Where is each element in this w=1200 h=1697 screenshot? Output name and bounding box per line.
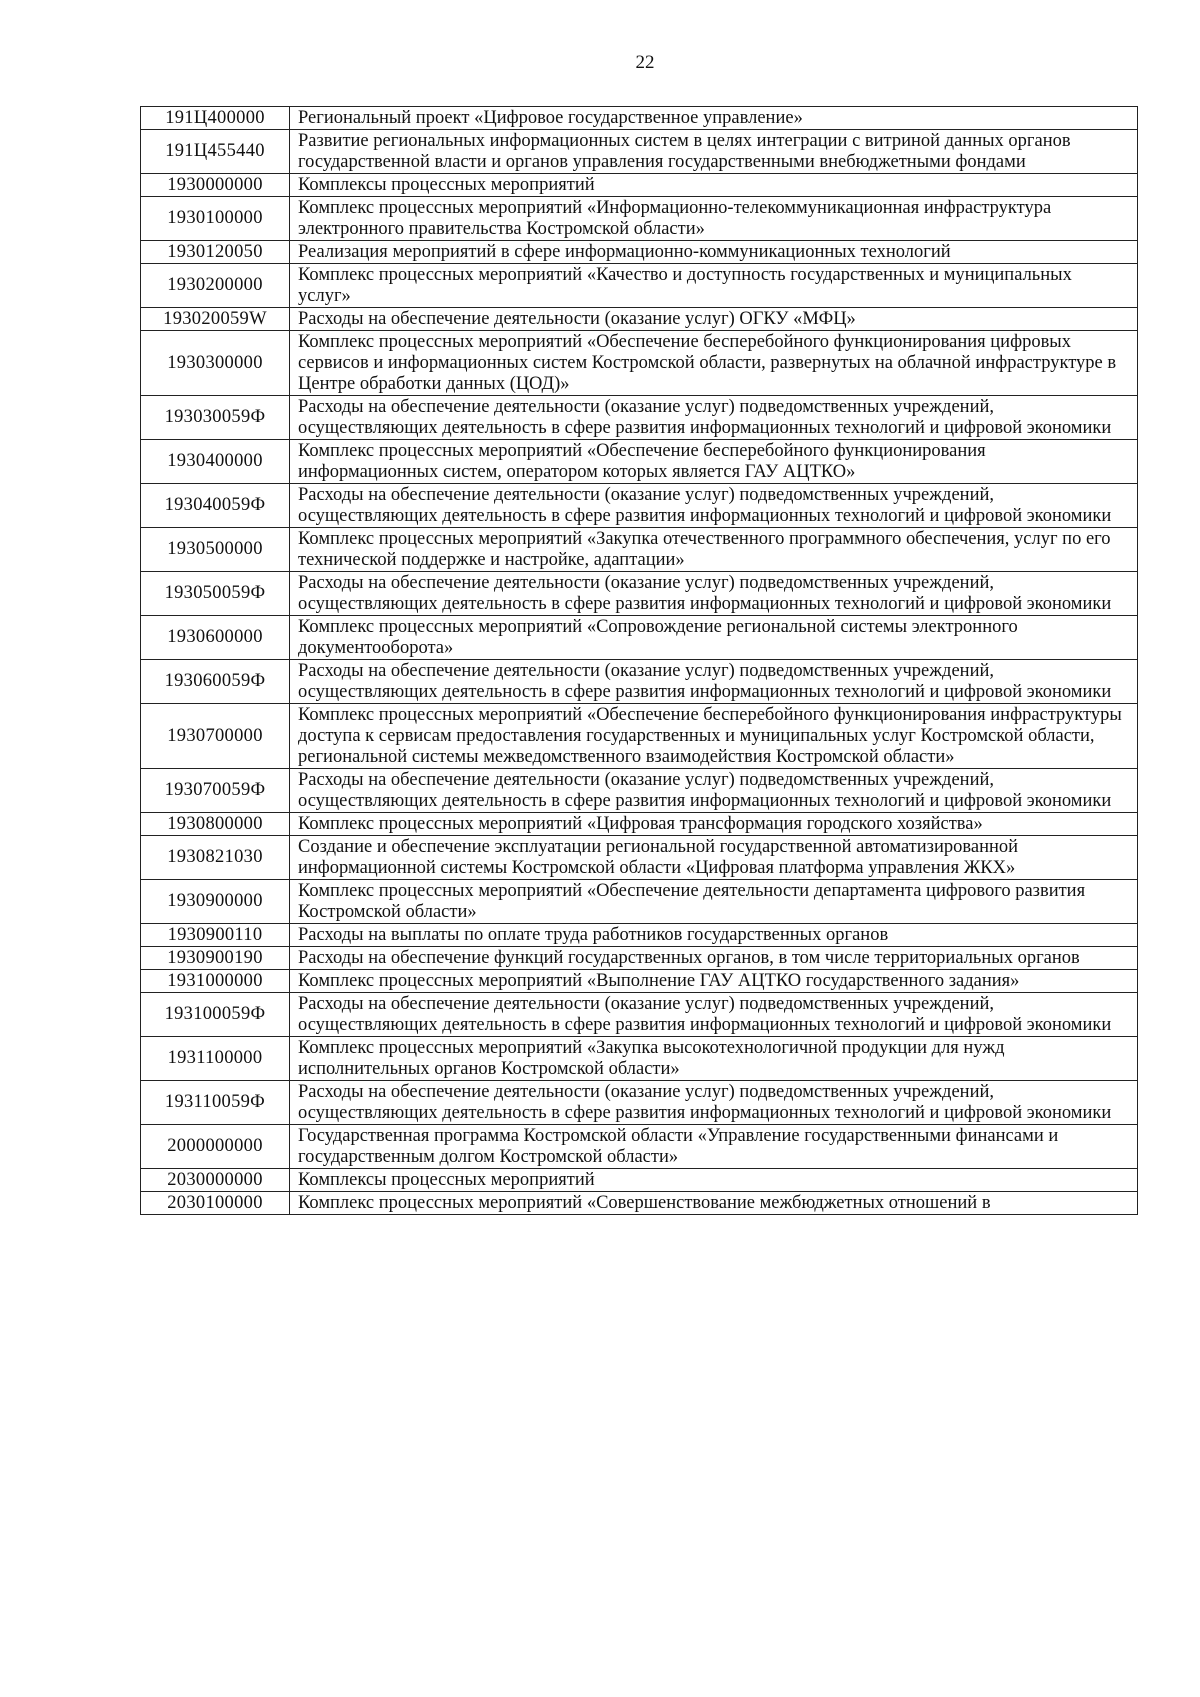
table-row — [141, 107, 1138, 130]
table-row — [141, 396, 1138, 440]
row-code: 193110059Ф — [141, 1081, 290, 1125]
table-row — [141, 308, 1138, 331]
table-row — [141, 331, 1138, 396]
row-name: Расходы на обеспечение функций государственных органов, в том числе территориальных органов — [290, 947, 1138, 970]
table-row — [141, 440, 1138, 484]
row-code: 191Ц400000 — [141, 107, 290, 130]
row-name: Комплекс процессных мероприятий «Обеспечение бесперебойного функционирования цифровых сервисов и информационных систем Костромской области, развернутых на облачной инфраструктуре в Центре обработки данных (ЦОД)» — [290, 331, 1138, 396]
table-row — [141, 993, 1138, 1037]
table-row — [141, 572, 1138, 616]
row-code: 1930120050 — [141, 241, 290, 264]
table-row — [141, 528, 1138, 572]
row-name: Комплекс процессных мероприятий «Закупка отечественного программного обеспечения, услуг по его технической поддержке и настройке, адаптации» — [290, 528, 1138, 572]
row-code: 2030000000 — [141, 1169, 290, 1192]
row-code: 1930900000 — [141, 880, 290, 924]
row-name: Расходы на обеспечение деятельности (оказание услуг) подведомственных учреждений, осуществляющих деятельность в сфере развития информационных технологий и цифровой экономики — [290, 484, 1138, 528]
row-code: 1930300000 — [141, 331, 290, 396]
page-number: 22 — [635, 52, 655, 73]
row-code: 193030059Ф — [141, 396, 290, 440]
table-row — [141, 1125, 1138, 1169]
row-name: Комплексы процессных мероприятий — [290, 1169, 1138, 1192]
row-name: Комплекс процессных мероприятий «Качество и доступность государственных и муниципальных услуг» — [290, 264, 1138, 308]
row-code: 1930821030 — [141, 836, 290, 880]
row-code: 1930200000 — [141, 264, 290, 308]
table-row — [141, 197, 1138, 241]
table-row — [141, 241, 1138, 264]
table-row — [141, 264, 1138, 308]
row-name: Расходы на обеспечение деятельности (оказание услуг) подведомственных учреждений, осуществляющих деятельность в сфере развития информационных технологий и цифровой экономики — [290, 572, 1138, 616]
row-code: 1930400000 — [141, 440, 290, 484]
row-name: Расходы на обеспечение деятельности (оказание услуг) подведомственных учреждений, осуществляющих деятельность в сфере развития информационных технологий и цифровой экономики — [290, 396, 1138, 440]
row-name: Расходы на обеспечение деятельности (оказание услуг) ОГКУ «МФЦ» — [290, 308, 1138, 331]
row-name: Реализация мероприятий в сфере информационно-коммуникационных технологий — [290, 241, 1138, 264]
table-row — [141, 616, 1138, 660]
row-name: Комплекс процессных мероприятий «Обеспечение бесперебойного функционирования информационных систем, оператором которых является ГАУ АЦТКО» — [290, 440, 1138, 484]
row-name: Комплексы процессных мероприятий — [290, 174, 1138, 197]
table-row — [141, 1169, 1138, 1192]
row-name: Комплекс процессных мероприятий «Закупка высокотехнологичной продукции для нужд исполнительных органов Костромской области» — [290, 1037, 1138, 1081]
row-name: Комплекс процессных мероприятий «Обеспечение деятельности департамента цифрового развития Костромской области» — [290, 880, 1138, 924]
table-row — [141, 1081, 1138, 1125]
row-name: Комплекс процессных мероприятий «Информационно-телекоммуникационная инфраструктура электронного правительства Костромской области» — [290, 197, 1138, 241]
row-name: Создание и обеспечение эксплуатации региональной государственной автоматизированной информационной системы Костромской области «Цифровая платформа управления ЖКХ» — [290, 836, 1138, 880]
table-row — [141, 484, 1138, 528]
row-name: Комплекс процессных мероприятий «Цифровая трансформация городского хозяйства» — [290, 813, 1138, 836]
table-row — [141, 947, 1138, 970]
table-row — [141, 660, 1138, 704]
row-name: Расходы на обеспечение деятельности (оказание услуг) подведомственных учреждений, осуществляющих деятельность в сфере развития информационных технологий и цифровой экономики — [290, 1081, 1138, 1125]
row-code: 1931000000 — [141, 970, 290, 993]
row-code: 1930900110 — [141, 924, 290, 947]
row-code: 1930700000 — [141, 704, 290, 769]
row-name: Региональный проект «Цифровое государственное управление» — [290, 107, 1138, 130]
row-code: 1930600000 — [141, 616, 290, 660]
row-name: Комплекс процессных мероприятий «Сопровождение региональной системы электронного документооборота» — [290, 616, 1138, 660]
row-code: 193060059Ф — [141, 660, 290, 704]
row-name: Расходы на обеспечение деятельности (оказание услуг) подведомственных учреждений, осуществляющих деятельность в сфере развития информационных технологий и цифровой экономики — [290, 660, 1138, 704]
table-row — [141, 924, 1138, 947]
table-row — [141, 1037, 1138, 1081]
row-code: 1931100000 — [141, 1037, 290, 1081]
table-row — [141, 880, 1138, 924]
row-code: 1930500000 — [141, 528, 290, 572]
row-code: 193040059Ф — [141, 484, 290, 528]
row-code: 1930800000 — [141, 813, 290, 836]
row-code: 1930900190 — [141, 947, 290, 970]
table-row — [141, 130, 1138, 174]
row-name: Комплекс процессных мероприятий «Совершенствование межбюджетных отношений в — [290, 1192, 1138, 1215]
table-row — [141, 174, 1138, 197]
row-code: 193020059W — [141, 308, 290, 331]
row-code: 193100059Ф — [141, 993, 290, 1037]
table-row — [141, 1192, 1138, 1215]
row-code: 191Ц455440 — [141, 130, 290, 174]
table-row — [141, 769, 1138, 813]
row-code: 2030100000 — [141, 1192, 290, 1215]
row-name: Развитие региональных информационных систем в целях интеграции с витриной данных органов государственной власти и органов управления государственными внебюджетными фондами — [290, 130, 1138, 174]
budget-code-table — [140, 106, 1138, 1215]
row-name: Расходы на обеспечение деятельности (оказание услуг) подведомственных учреждений, осуществляющих деятельность в сфере развития информационных технологий и цифровой экономики — [290, 993, 1138, 1037]
table-row — [141, 813, 1138, 836]
row-name: Расходы на обеспечение деятельности (оказание услуг) подведомственных учреждений, осуществляющих деятельность в сфере развития информационных технологий и цифровой экономики — [290, 769, 1138, 813]
row-code: 193050059Ф — [141, 572, 290, 616]
table-row — [141, 970, 1138, 993]
row-code: 2000000000 — [141, 1125, 290, 1169]
table-row — [141, 836, 1138, 880]
row-name: Государственная программа Костромской области «Управление государственными финансами и государственным долгом Костромской области» — [290, 1125, 1138, 1169]
row-code: 193070059Ф — [141, 769, 290, 813]
row-name: Расходы на выплаты по оплате труда работников государственных органов — [290, 924, 1138, 947]
row-name: Комплекс процессных мероприятий «Выполнение ГАУ АЦТКО государственного задания» — [290, 970, 1138, 993]
table-row — [141, 704, 1138, 769]
row-code: 1930100000 — [141, 197, 290, 241]
row-code: 1930000000 — [141, 174, 290, 197]
row-name: Комплекс процессных мероприятий «Обеспечение бесперебойного функционирования инфраструктуры доступа к сервисам предоставления государственных и муниципальных услуг Костромской области, региональной системы межведомственного взаимодействия Костромской области» — [290, 704, 1138, 769]
